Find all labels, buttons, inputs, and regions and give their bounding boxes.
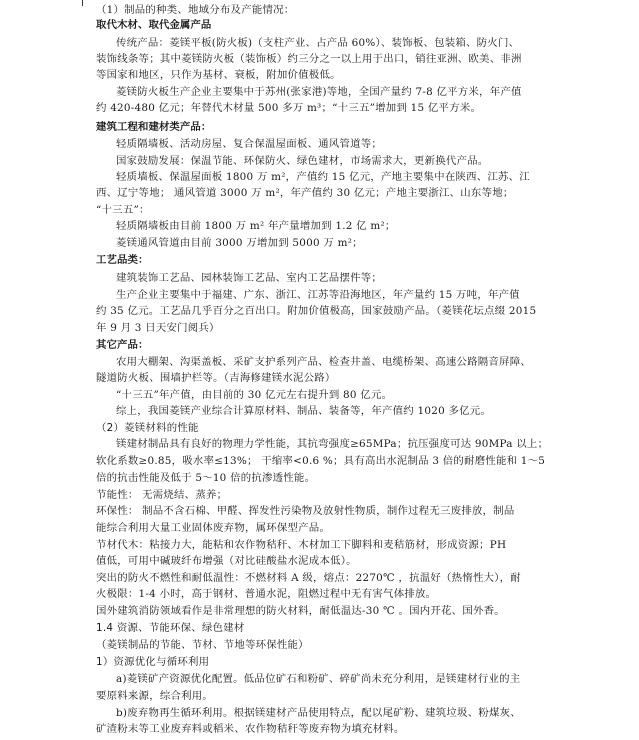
paragraph-line: 火极限：1-4 小时，高于钢材、普通水泥，阻燃过程中无有害气体排放。	[96, 588, 437, 600]
paragraph-line: 菱镁通风管道由目前 3000 万增加到 5000 万 m²；	[116, 237, 363, 249]
paragraph-line: 国外建筑消防领域看作是非常理想的防火材料，耐低温达-30 ℃ 。国内开花、国外香。	[96, 605, 505, 617]
paragraph-line: 轻质隔墙板由目前 1800 万 m² 年产量增加到 1.2 亿 m²；	[116, 220, 396, 232]
paragraph-line: 镁建材制品具有良好的物理力学性能，其抗弯强度≥65MPa；抗压强度可达 90MPa 以上；	[116, 438, 549, 450]
paragraph-line: 菱镁防火板生产企业主要集中于苏州(张家港)等地，全国产量约 7-8 亿平方米，年产值	[116, 86, 522, 98]
list-heading: 1）资源优化与循环利用	[96, 656, 210, 668]
paragraph-line: 综上，我国菱镁产业综合计算原材料、制品、装备等，年产值约 1020 多亿元。	[116, 405, 492, 417]
page-margin-mark	[82, 0, 83, 6]
paragraph-line: 传统产品：菱镁平板(防火板)（支柱产业、占产品 60%）、装饰板、包装箱、防火门、	[116, 37, 520, 49]
subsection-heading: 其它产品：	[96, 339, 149, 351]
paragraph-line: “十三五”年产值，由目前的 30 亿元左右提升到 80 亿元。	[116, 389, 393, 401]
subsection-heading: 工艺品类：	[96, 254, 149, 266]
paragraph-line: 约 35 亿元。工艺品几乎百分之百出口。附加价值极高，国家鼓励产品。（菱镁花坛点缀 2015	[96, 305, 537, 317]
paragraph-line: 建筑装饰工艺品、园林装饰工艺品、室内工艺品摆件等；	[116, 272, 383, 284]
paragraph-line: 环保性： 制品不含石棉、甲醛、挥发性污染物及放射性物质，制作过程无三废排放，制品	[96, 505, 515, 517]
list-item: b)废弃物再生循环利用。根据镁建材产品使用特点，配以尾矿粉、建筑垃圾、粉煤灰、	[116, 707, 521, 719]
paragraph-line: 国家鼓励发展：保温节能、环保防火、绿色建材，市场需求大，更新换代产品。	[116, 155, 489, 167]
paragraph-line: 节能性： 无需烧结、蒸养；	[96, 489, 228, 501]
paragraph-line: 矿渣粉末等工业废弃料或稻米、农作物秸秆等废弃物为填充材料。	[96, 723, 405, 735]
paragraph-line: 约 420-480 亿元；年替代木材量 500 多万 m³；“十三五”增加到 15 亿平方米。	[96, 102, 482, 114]
paragraph-line: 要原料来源，综合利用。	[96, 690, 214, 702]
paragraph-line: 西、辽宁等地； 通风管道 3000 万 m²，年产值约 30 亿元；产地主要浙江、山东等地；	[96, 187, 514, 199]
paragraph-line: 农用大棚架、沟渠盖板、采矿支护系列产品、检查井盖、电缆桥架、高速公路隔音屏障、	[116, 356, 531, 368]
paragraph-line: 突出的防火不燃性和耐低温性：不燃材料 A 级，熔点：2270℃ ，抗温好（热惰性大），耐	[96, 572, 521, 584]
paragraph-line: （菱镁制品的节能、节材、节地等环保性能）	[96, 639, 309, 651]
paragraph-line: 生产企业主要集中于福建、广东、浙江、江苏等沿海地区，年产量约 15 万吨，年产值	[116, 289, 520, 301]
paragraph-line: 能综合利用大量工业固体废弃物，属环保型产品。	[96, 522, 331, 534]
section-heading: （1）制品的种类、地域分布及产能情况：	[96, 4, 295, 16]
subsection-heading: 取代木材、取代金属产品	[96, 19, 212, 31]
list-item: a)菱镁矿产资源优化配置。低品位矿石和粉矿、碎矿尚未充分利用，是镁建材行业的主	[116, 673, 521, 685]
paragraph-line: 隧道防火板、围墙护栏等。（吉海修建镁水泥公路）	[96, 372, 336, 384]
paragraph-line: 值低，可用中碱玻纤布增强（对比硅酸盐水泥成本低）。	[96, 555, 357, 567]
subsection-heading: 建筑工程和建材类产品：	[96, 121, 212, 133]
section-heading: （2）菱镁材料的性能	[96, 422, 199, 434]
paragraph-line: 轻质隔墙板、活动房屋、复合保温屋面板、通风管道等；	[116, 138, 383, 150]
paragraph-line: 轻质墙板、保温屋面板 1800 万 m²，产值约 15 亿元，产地主要集中在陕西、江苏、江	[116, 171, 530, 183]
paragraph-line: 软化系数≥0.85，吸水率≤13%； 干缩率<0.6 %；具有高出水泥制品 3 倍的耐磨性能和 1～5	[96, 455, 546, 467]
paragraph-line: 等国家和地区，只作为基材、衰板，附加价值极低。	[96, 69, 341, 81]
section-heading: 1.4 资源、节能环保、绿色建材	[96, 622, 245, 634]
paragraph-line: 装饰线条等；其中菱镁防火板（装饰板）约三分之一以上用于出口，销往亚洲、欧美、非洲	[96, 53, 522, 65]
paragraph-line: 年 9 月 3 日天安门阅兵）	[96, 322, 220, 334]
paragraph-line: “十三五”：	[96, 204, 150, 216]
paragraph-line: 倍的抗击性能及低于 5～10 倍的抗渗透性能。	[96, 472, 316, 484]
paragraph-line: 节材代木：粘接力大，能粘和农作物秸秆、木材加工下脚料和麦秸筋材，形成资源；PH	[96, 539, 507, 551]
